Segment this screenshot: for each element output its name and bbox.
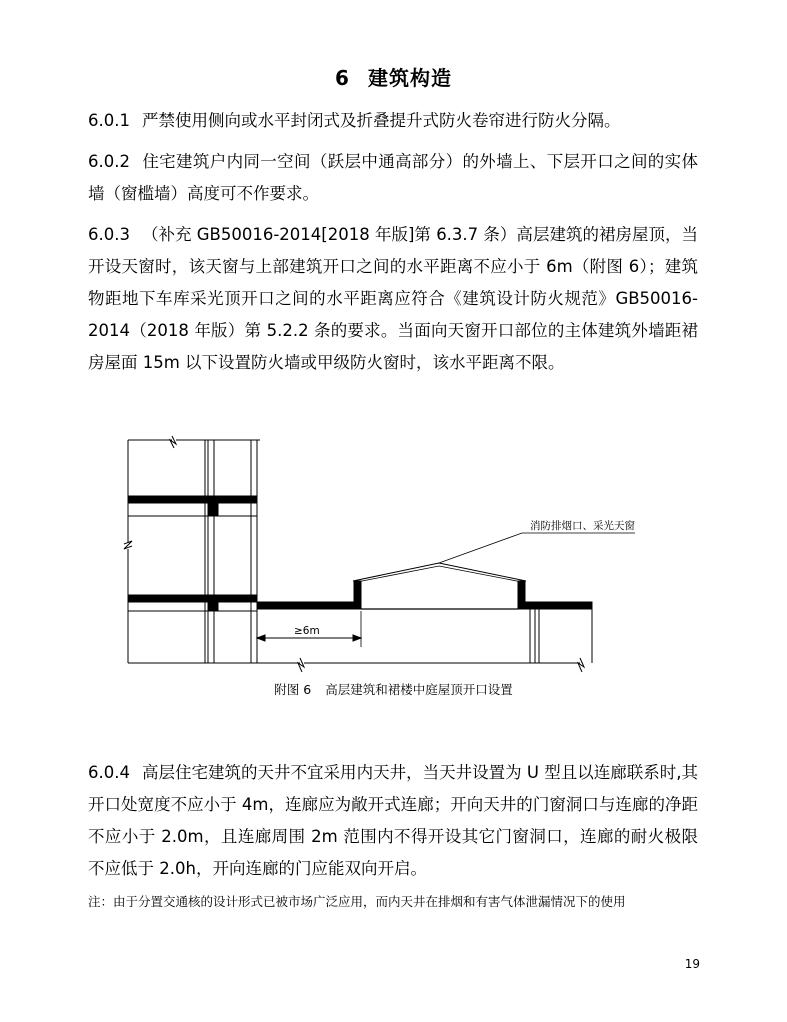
break-mark — [124, 541, 132, 549]
section-number: 6 — [335, 66, 350, 90]
skylight-upstand-right — [518, 581, 525, 609]
clause-text: 严禁使用侧向或水平封闭式及折叠提升式防火卷帘进行防火分隔。 — [141, 111, 621, 130]
figure-caption-text: 高层建筑和裙楼中庭屋顶开口设置 — [325, 682, 513, 697]
skylight-roof-inner — [357, 566, 522, 582]
break-mark — [170, 436, 176, 448]
page-number: 19 — [684, 957, 700, 971]
section-title-text: 建筑构造 — [367, 66, 452, 90]
break-mark — [298, 658, 304, 672]
figure-caption-number: 附图 6 — [274, 682, 312, 697]
figure-6-drawing — [110, 425, 635, 675]
figure-caption — [0, 680, 787, 698]
clause-6-0-2 — [88, 146, 698, 210]
dimension-arrow — [257, 635, 265, 641]
callout-leader — [439, 533, 635, 563]
clause-text: （补充 GB50016-2014[2018 年版]第 6.3.7 条）高层建筑的裙房屋顶，当开设天窗时，该天窗与上部建筑开口之间的水平距离不应小于 6m（附图 6）；建筑物距地下车库采光顶开口之间的水平距离应符合《建筑设计防火规范》GB50016-2014（2018 年版）第 5.2.2 条的要求。当面向天窗开口部位的主体建筑外墙距裙房屋面 15m 以下设置防火墙或甲级防火窗时，该水平距离不限。 — [88, 225, 698, 372]
clause-6-0-3 — [88, 219, 698, 379]
floor-slab-lower — [128, 595, 256, 602]
break-mark — [578, 658, 584, 672]
clause-number: 6.0.3 — [88, 225, 130, 244]
clause-text: 住宅建筑户内同一空间（跃层中通高部分）的外墙上、下层开口之间的实体墙（窗槛墙）高度可不作要求。 — [88, 152, 698, 203]
skylight-upstand-left — [354, 581, 361, 609]
podium-roof-slab — [257, 602, 357, 609]
clause-6-0-4 — [88, 757, 698, 885]
floor-slab-upper — [128, 496, 256, 503]
clause-text: 高层住宅建筑的天井不宜采用内天井，当天井设置为 U 型且以连廊联系时,其开口处宽度不应小于 4m，连廊应为敞开式连廊；开向天井的门窗洞口与连廊的净距不应小于 2.0m，且连廊周围 2m 范围内不得开设其它门窗洞口，连廊的耐火极限不应低于 2.0h，开向连廊的门应能双向开启。 — [88, 763, 698, 878]
dimension-label: ≥6m — [294, 625, 320, 637]
section-title — [0, 62, 787, 91]
callout-label: 消防排烟口、采光天窗 — [530, 520, 635, 532]
clause-6-0-1 — [88, 105, 698, 137]
beam-upper — [208, 496, 218, 516]
clause-number: 6.0.1 — [88, 111, 130, 130]
podium-roof-slab-right — [525, 602, 592, 609]
beam-lower — [208, 595, 218, 611]
note-text: 注：由于分置交通核的设计形式已被市场广泛应用，而内天井在排烟和有害气体泄漏情况下的使用 — [88, 894, 626, 909]
clause-number: 6.0.2 — [88, 152, 130, 171]
clause-number: 6.0.4 — [88, 763, 130, 782]
dimension-arrow — [353, 635, 361, 641]
